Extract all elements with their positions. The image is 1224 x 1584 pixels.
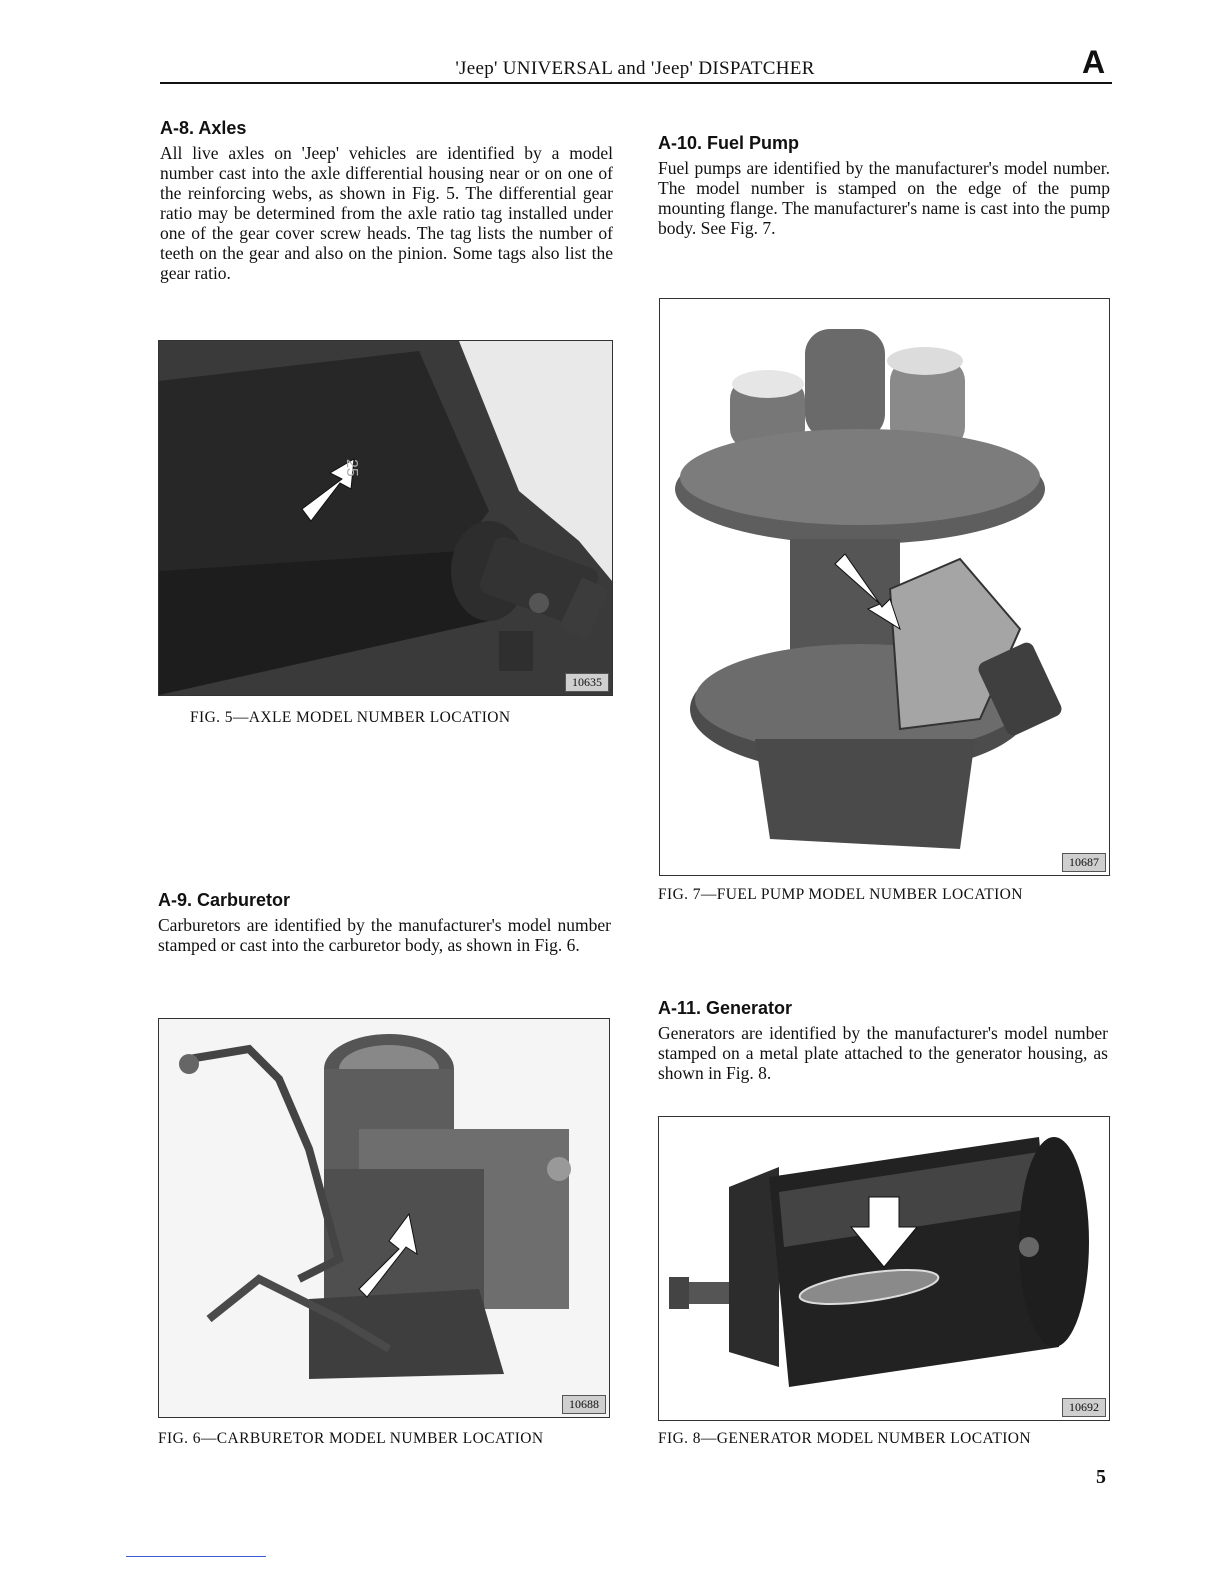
heading-carburetor: A-9. Carburetor xyxy=(158,890,291,910)
heading-fuel-pump: A-10. Fuel Pump xyxy=(658,133,800,153)
generator-illustration xyxy=(659,1117,1109,1420)
cast-mark: 25 xyxy=(343,459,360,477)
section-generator xyxy=(658,998,1108,1083)
figure-6-carburetor-photo xyxy=(158,1018,610,1418)
figure-6-caption: FIG. 6—CARBURETOR MODEL NUMBER LOCATION xyxy=(158,1430,544,1447)
figure-5-number: 10635 xyxy=(565,673,609,692)
carburetor-illustration xyxy=(159,1019,609,1417)
body-generator: Generators are identified by the manufacturer's model number stamped on a metal plate attached to the generator housing, as shown in Fig. 8. xyxy=(658,1023,1108,1083)
figure-7-caption: FIG. 7—FUEL PUMP MODEL NUMBER LOCATION xyxy=(658,886,1023,903)
figure-7-number: 10687 xyxy=(1062,853,1106,872)
section-fuel-pump xyxy=(658,133,1110,238)
body-carburetor: Carburetors are identified by the manufacturer's model number stamped or cast into the carburetor body, as shown in Fig. 6. xyxy=(158,915,611,955)
section-letter: A xyxy=(1082,44,1106,80)
page-number: 5 xyxy=(1096,1466,1106,1488)
header-divider xyxy=(160,82,1112,84)
fuel-pump-illustration xyxy=(660,299,1109,875)
body-axles: All live axles on 'Jeep' vehicles are identified by a model number cast into the axle differential housing near or on one of the reinforcing webs, as shown in Fig. 5. The differential gear ratio may be determined from the axle ratio tag installed under one of the gear cover screw heads. The tag lists the number of teeth on the gear and also on the pinion. Some tags also list the gear ratio. xyxy=(160,143,613,283)
body-fuel-pump: Fuel pumps are identified by the manufacturer's model number. The model number is stamped on the edge of the pump mounting flange. The manufacturer's name is cast into the pump body. See Fig. 7. xyxy=(658,158,1110,238)
figure-8-generator-photo xyxy=(658,1116,1110,1421)
figure-5-caption: FIG. 5—AXLE MODEL NUMBER LOCATION xyxy=(190,709,511,726)
heading-generator: A-11. Generator xyxy=(658,998,793,1018)
axle-illustration xyxy=(159,341,612,695)
figure-5-axle-photo xyxy=(158,340,613,696)
section-carburetor xyxy=(158,890,611,955)
section-axles xyxy=(160,118,613,283)
figure-8-caption: FIG. 8—GENERATOR MODEL NUMBER LOCATION xyxy=(658,1430,1031,1447)
figure-8-number: 10692 xyxy=(1062,1398,1106,1417)
heading-axles: A-8. Axles xyxy=(160,118,247,138)
figure-7-fuel-pump-photo xyxy=(659,298,1110,876)
footer-rule xyxy=(126,1556,266,1557)
running-header: 'Jeep' UNIVERSAL and 'Jeep' DISPATCHER xyxy=(455,58,815,79)
figure-6-number: 10688 xyxy=(562,1395,606,1414)
